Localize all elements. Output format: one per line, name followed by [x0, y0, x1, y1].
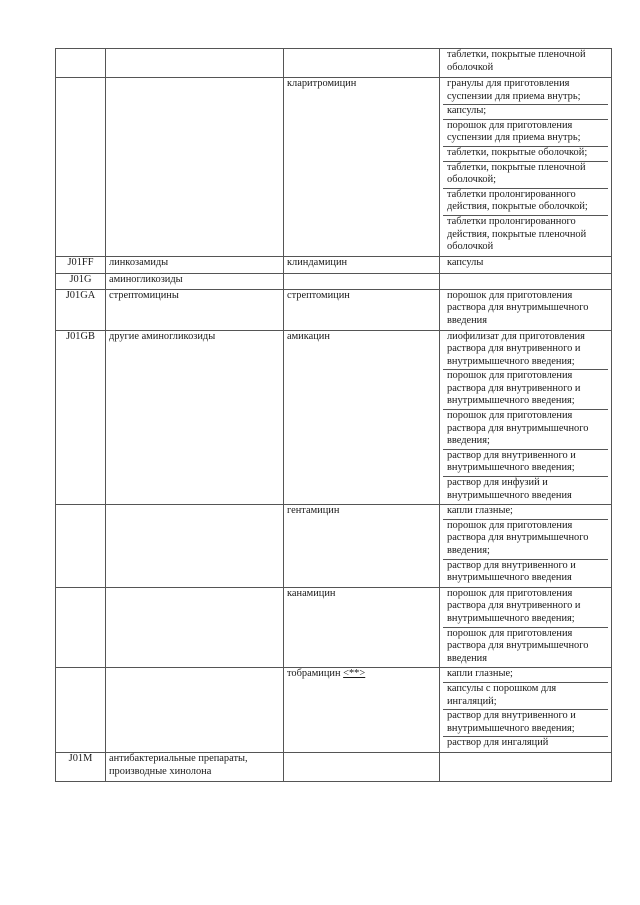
drug-name: амикацин — [284, 330, 440, 505]
dosage-forms — [440, 752, 612, 781]
dosage-form: раствор для внутривенного и внутримышечного введения; — [443, 710, 608, 737]
dosage-forms — [440, 78, 612, 257]
drug-name-text: тобрамицин — [287, 668, 341, 680]
dosage-forms — [440, 289, 612, 330]
drug-name: гентамицин — [284, 505, 440, 588]
dosage-form: порошок для приготовления суспензии для приема внутрь; — [443, 120, 608, 147]
dosage-form: порошок для приготовления раствора для внутривенного и внутримышечного введения; — [443, 370, 608, 410]
dosage-form: гранулы для приготовления суспензии для приема внутрь; — [443, 78, 608, 105]
dosage-form: капсулы с порошком для ингаляций; — [443, 683, 608, 710]
dosage-form: порошок для приготовления раствора для внутримышечного введения — [447, 289, 589, 326]
group-name: линкозамиды — [106, 256, 284, 273]
dosage-form: раствор для внутривенного и внутримышечного введения — [447, 559, 576, 584]
drug-note-link[interactable]: <**> — [343, 668, 366, 680]
dosage-form: лиофилизат для приготовления раствора для внутривенного и внутримышечного введения; — [443, 331, 608, 371]
dosage-form: порошок для приготовления раствора для внутримышечного введения; — [443, 410, 608, 450]
atc-code — [56, 587, 106, 668]
dosage-form: раствор для инфузий и внутримышечного введения — [447, 477, 572, 501]
dosage-forms — [440, 49, 612, 78]
table-row — [56, 587, 612, 668]
dosage-forms — [440, 330, 612, 505]
drug-name: клиндамицин — [284, 256, 440, 273]
dosage-form — [443, 753, 608, 780]
atc-code: J01FF — [56, 256, 106, 273]
drug-table — [55, 48, 612, 782]
dosage-form: капли глазные; — [443, 668, 608, 683]
atc-code: J01GB — [56, 330, 106, 505]
table-row — [56, 505, 612, 588]
group-name: антибактериальные препараты, производные хинолона — [106, 752, 284, 781]
table-row — [56, 289, 612, 330]
dosage-form: таблетки, покрытые оболочкой; — [443, 147, 608, 162]
drug-name: кларитромицин — [284, 78, 440, 257]
table-row — [56, 49, 612, 78]
dosage-form: таблетки пролонгированного действия, покрытые оболочкой; — [443, 189, 608, 216]
dosage-form: таблетки пролонгированного действия, покрытые пленочной оболочкой — [447, 215, 587, 253]
atc-code — [56, 78, 106, 257]
dosage-form: капсулы; — [443, 105, 608, 120]
atc-code — [56, 668, 106, 753]
atc-code: J01GA — [56, 289, 106, 330]
dosage-form: порошок для приготовления раствора для внутривенного и внутримышечного введения; — [443, 588, 608, 628]
dosage-forms — [440, 256, 612, 273]
table-row — [56, 752, 612, 781]
dosage-form: раствор для ингаляций — [447, 737, 549, 749]
dosage-forms — [440, 587, 612, 668]
dosage-forms — [440, 505, 612, 588]
table-row — [56, 273, 612, 289]
drug-name: канамицин — [284, 587, 440, 668]
group-name: другие аминогликозиды — [106, 330, 284, 505]
dosage-form: порошок для приготовления раствора для внутримышечного введения — [447, 627, 589, 664]
group-name — [106, 49, 284, 78]
dosage-forms — [440, 668, 612, 753]
dosage-forms — [440, 273, 612, 289]
table-row — [56, 668, 612, 753]
dosage-form: капсулы — [447, 256, 484, 268]
drug-name — [284, 752, 440, 781]
table-row — [56, 256, 612, 273]
group-name — [106, 668, 284, 753]
dosage-form: капли глазные; — [443, 505, 608, 520]
atc-code — [56, 49, 106, 78]
drug-name: стрептомицин — [284, 289, 440, 330]
drug-name — [284, 668, 440, 753]
atc-code — [56, 505, 106, 588]
dosage-form: порошок для приготовления раствора для внутримышечного введения; — [443, 520, 608, 560]
group-name — [106, 587, 284, 668]
drug-name — [284, 49, 440, 78]
group-name: стрептомицины — [106, 289, 284, 330]
dosage-form: таблетки, покрытые пленочной оболочкой — [447, 49, 586, 73]
group-name — [106, 78, 284, 257]
drug-name — [284, 273, 440, 289]
dosage-form: раствор для внутривенного и внутримышечного введения; — [443, 450, 608, 477]
dosage-form: таблетки, покрытые пленочной оболочкой; — [443, 162, 608, 189]
group-name: аминогликозиды — [106, 273, 284, 289]
table-row — [56, 330, 612, 505]
atc-code: J01G — [56, 273, 106, 289]
group-name — [106, 505, 284, 588]
dosage-form — [443, 274, 608, 288]
table-row — [56, 78, 612, 257]
atc-code: J01M — [56, 752, 106, 781]
